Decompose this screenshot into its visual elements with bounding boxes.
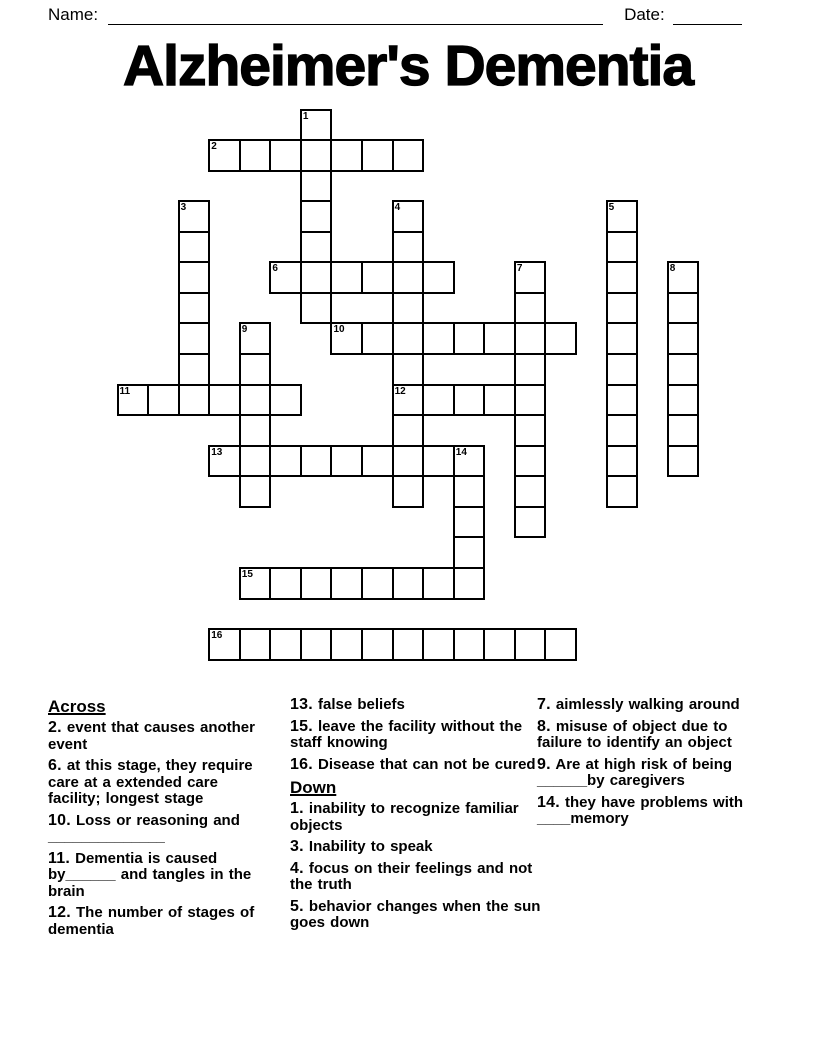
grid-cell: [178, 261, 211, 294]
clue-across-16: 16. Disease that can not be cured: [290, 755, 536, 773]
cell-number: 15: [241, 569, 253, 581]
grid-cell: [269, 628, 302, 661]
cell-number: 10: [333, 324, 345, 336]
grid-cell: [300, 170, 333, 203]
grid-cell: [453, 445, 486, 478]
grid-cell: [269, 384, 302, 417]
grid-cell: [392, 322, 425, 355]
clue-column-1: [48, 697, 263, 943]
grid-cell: [453, 475, 486, 508]
grid-cell: [392, 445, 425, 478]
grid-cell: [269, 567, 302, 600]
grid-cell: [392, 139, 425, 172]
grid-cell: [606, 200, 639, 233]
grid-cell: [392, 567, 425, 600]
cell-number: 9: [241, 324, 248, 336]
grid-cell: [178, 200, 211, 233]
grid-cell: [514, 628, 547, 661]
grid-cell: [422, 628, 455, 661]
grid-cell: [422, 261, 455, 294]
grid-cell: [178, 292, 211, 325]
grid-cell: [606, 322, 639, 355]
grid-cell: [392, 628, 425, 661]
clue-down-1: 1. inability to recognize familiar objects: [290, 800, 519, 834]
grid-cell: [361, 261, 394, 294]
grid-cell: [514, 414, 547, 447]
grid-cell: [453, 628, 486, 661]
grid-cell: [422, 384, 455, 417]
clue-column-3: [537, 697, 765, 833]
cell-number: 1: [302, 110, 309, 122]
grid-cell: [514, 353, 547, 386]
clue-number: 3.: [290, 838, 304, 855]
grid-cell: [239, 384, 272, 417]
grid-cell: [147, 384, 180, 417]
grid-cell: [178, 322, 211, 355]
grid-cell: [453, 384, 486, 417]
grid-cell: [330, 628, 363, 661]
grid-cell: [483, 384, 516, 417]
grid-cell: [330, 261, 363, 294]
grid-cell: [330, 322, 363, 355]
grid-cell: [208, 628, 241, 661]
grid-cell: [300, 109, 333, 142]
grid-cell: [300, 200, 333, 233]
grid-cell: [667, 322, 700, 355]
grid-cell: [239, 445, 272, 478]
grid-cell: [361, 322, 394, 355]
grid-cell: [300, 567, 333, 600]
clue-number: 1.: [290, 800, 304, 817]
grid-cell: [514, 261, 547, 294]
clue-across-10: 10. Loss or reasoning and ______________: [48, 811, 240, 845]
grid-cell: [330, 567, 363, 600]
grid-cell: [269, 261, 302, 294]
clue-number: 5.: [290, 897, 304, 915]
grid-cell: [269, 139, 302, 172]
grid-cell: [208, 384, 241, 417]
grid-cell: [667, 445, 700, 478]
clue-number: 4.: [290, 859, 304, 877]
grid-cell: [361, 567, 394, 600]
grid-cell: [392, 384, 425, 417]
grid-cell: [453, 506, 486, 539]
grid-cell: [239, 567, 272, 600]
grid-cell: [178, 384, 211, 417]
cell-number: 12: [394, 385, 406, 397]
grid-cell: [300, 445, 333, 478]
clue-number: 16.: [290, 755, 313, 773]
grid-cell: [239, 475, 272, 508]
date-label: Date:: [624, 5, 665, 24]
grid-cell: [178, 231, 211, 264]
grid-cell: [300, 628, 333, 661]
grid-cell: [667, 261, 700, 294]
grid-cell: [300, 231, 333, 264]
clue-across-15: 15. leave the facility without the staff knowing: [290, 717, 523, 751]
grid-cell: [392, 261, 425, 294]
cell-number: 8: [669, 263, 676, 275]
cell-number: 13: [211, 446, 223, 458]
clue-down-8: 8. misuse of object due to failure to identify an object: [537, 717, 732, 751]
grid-cell: [606, 414, 639, 447]
grid-cell: [422, 567, 455, 600]
clue-number: 13.: [290, 696, 313, 713]
clue-number: 2.: [48, 719, 62, 736]
clue-down-3: 3. Inability to speak: [290, 838, 433, 855]
grid-cell: [392, 475, 425, 508]
grid-cell: [392, 353, 425, 386]
grid-cell: [667, 414, 700, 447]
down-header: Down: [290, 778, 337, 797]
grid-cell: [239, 414, 272, 447]
grid-cell: [422, 445, 455, 478]
grid-cell: [239, 322, 272, 355]
clue-number: 8.: [537, 717, 551, 735]
clue-across-12: 12. The number of stages of dementia: [48, 904, 255, 938]
clue-down-7: 7. aimlessly walking around: [537, 696, 740, 713]
grid-cell: [422, 322, 455, 355]
clue-number: 7.: [537, 696, 551, 713]
grid-cell: [606, 292, 639, 325]
grid-cell: [453, 567, 486, 600]
grid-cell: [514, 292, 547, 325]
clue-number: 12.: [48, 904, 71, 921]
name-label: Name:: [48, 5, 99, 24]
grid-cell: [514, 322, 547, 355]
clue-number: 14.: [537, 793, 560, 811]
cell-number: 3: [180, 202, 187, 214]
grid-cell: [606, 475, 639, 508]
grid-cell: [606, 445, 639, 478]
page-title: Alzheimer's Dementia: [122, 34, 694, 98]
grid-cell: [514, 475, 547, 508]
clue-across-2: 2. event that causes another event: [48, 719, 255, 753]
cell-number: 16: [211, 630, 223, 642]
cell-number: 2: [211, 141, 217, 153]
across-header: Across: [48, 697, 106, 716]
grid-cell: [606, 261, 639, 294]
grid-cell: [453, 322, 486, 355]
clue-number: 11.: [48, 849, 70, 867]
clue-column-2: [290, 697, 542, 937]
grid-cell: [330, 139, 363, 172]
grid-cell: [483, 322, 516, 355]
grid-cell: [300, 139, 333, 172]
grid-cell: [392, 231, 425, 264]
clue-number: 15.: [290, 717, 313, 735]
grid-cell: [514, 384, 547, 417]
grid-cell: [606, 384, 639, 417]
clue-across-11: 11. Dementia is caused by______ and tangles in the brain: [48, 849, 252, 900]
grid-cell: [392, 200, 425, 233]
cell-number: 7: [516, 263, 523, 275]
clue-across-13: 13. false beliefs: [290, 696, 405, 713]
cell-number: 4: [394, 202, 401, 214]
grid-cell: [606, 231, 639, 264]
grid-cell: [667, 292, 700, 325]
clue-down-14: 14. they have problems with ____memory: [537, 793, 744, 827]
cell-number: 5: [608, 202, 615, 214]
grid-cell: [239, 353, 272, 386]
clue-number: 10.: [48, 811, 71, 829]
grid-cell: [453, 536, 486, 569]
grid-cell: [300, 261, 333, 294]
grid-cell: [208, 445, 241, 478]
grid-cell: [178, 353, 211, 386]
cell-number: 14: [455, 446, 467, 458]
grid-cell: [483, 628, 516, 661]
grid-cell: [239, 628, 272, 661]
grid-cell: [392, 414, 425, 447]
clue-number: 6.: [48, 757, 62, 774]
grid-cell: [544, 322, 577, 355]
grid-cell: [300, 292, 333, 325]
grid-cell: [117, 384, 150, 417]
grid-cell: [361, 139, 394, 172]
cell-number: 6: [272, 263, 278, 275]
grid-cell: [361, 628, 394, 661]
grid-cell: [361, 445, 394, 478]
grid-cell: [514, 445, 547, 478]
grid-cell: [330, 445, 363, 478]
cell-number: 11: [119, 385, 131, 397]
grid-cell: [392, 292, 425, 325]
clue-down-9: 9. Are at high risk of being ______by caregivers: [537, 755, 733, 789]
grid-cell: [544, 628, 577, 661]
grid-cell: [606, 353, 639, 386]
clue-across-6: 6. at this stage, they require care at a extended care facility; longest stage: [48, 757, 253, 807]
clue-down-5: 5. behavior changes when the sun goes down: [290, 897, 541, 931]
grid-cell: [208, 139, 241, 172]
grid-cell: [514, 506, 547, 539]
grid-cell: [239, 139, 272, 172]
grid-cell: [269, 445, 302, 478]
grid-cell: [667, 353, 700, 386]
clue-down-4: 4. focus on their feelings and not the truth: [290, 859, 533, 893]
grid-cell: [667, 384, 700, 417]
clue-number: 9.: [537, 755, 551, 773]
